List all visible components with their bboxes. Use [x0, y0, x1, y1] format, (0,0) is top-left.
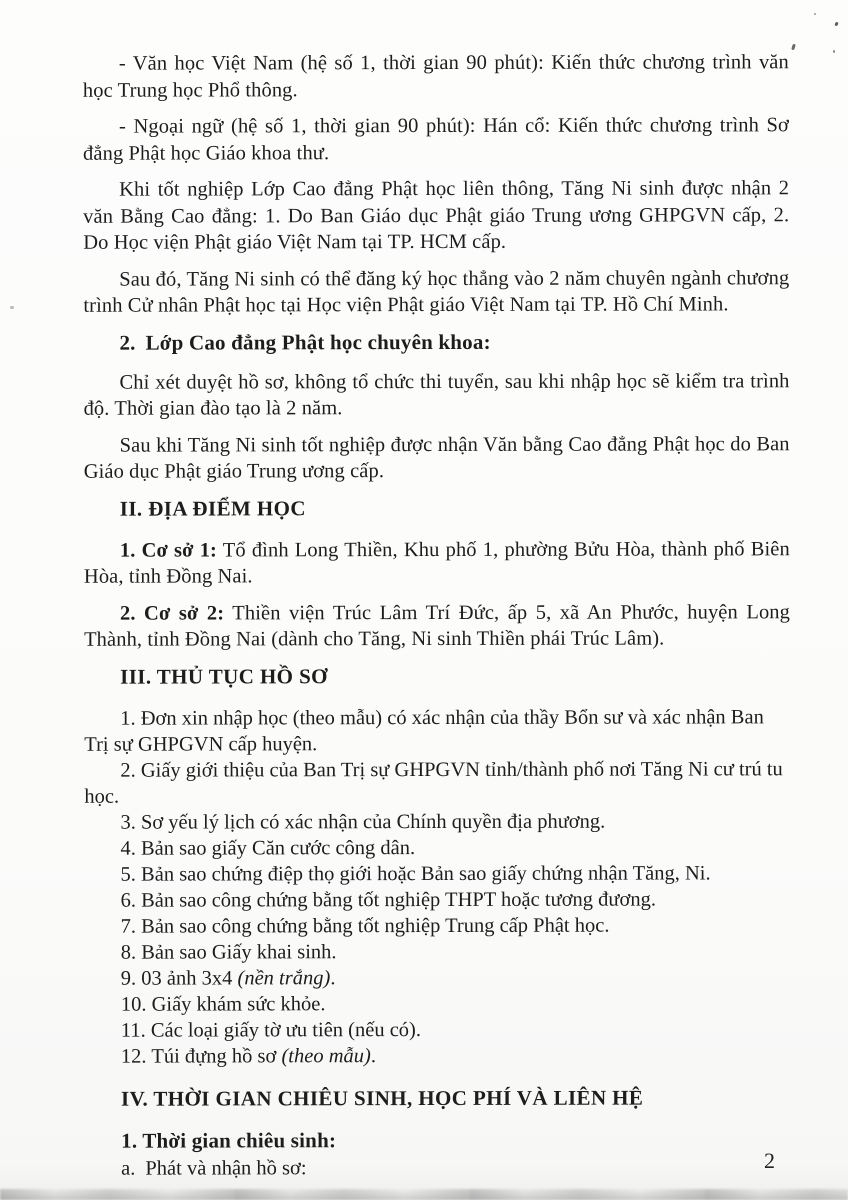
scan-speckle: [834, 22, 838, 27]
page-number: 2: [764, 1148, 775, 1173]
line-phat-nhan-ho-so: [85, 1154, 791, 1182]
item-text: 4. Bản sao giấy Căn cước công dân.: [120, 836, 416, 860]
heading-number: 2.: [119, 330, 136, 355]
dossier-item-11: [85, 1016, 791, 1043]
line-a-label: a.: [121, 1157, 136, 1180]
scan-speckle: [10, 306, 14, 309]
item-text: 11. Các loại giấy tờ ưu tiên (nếu có).: [120, 1018, 422, 1042]
co-so-1-text: Tổ đình Long Thiền, Khu phố 1, phường Bửu Hòa, thành phố Biên Hòa, tỉnh Đồng Nai.: [83, 537, 790, 588]
heading-thu-tuc-ho-so: III. THỦ TỤC HỒ SƠ: [120, 663, 328, 689]
dossier-item-1: [84, 704, 790, 757]
item-text-tail: .: [330, 966, 336, 989]
item-text: 9. 03 ảnh 3x4: [120, 966, 238, 990]
item-text-italic: (nền trắng): [237, 966, 331, 989]
co-so-2-text: Thiền viện Trúc Lâm Trí Đức, ấp 5, xã An Phước, huyện Long Thành, tỉnh Đồng Nai (dành cho Tăng, Ni sinh Thiền phái Trúc Lâm).: [84, 600, 791, 651]
sub-heading-thoi-gian: 1. Thời gian chiêu sinh:: [121, 1127, 337, 1153]
paragraph-xet-duyet: Chỉ xét duyệt hồ sơ, không tổ chức thi tuyển, sau khi nhập học sẽ kiểm tra trình độ. Thời gian đào tạo là 2 năm.: [83, 369, 790, 420]
paragraph-co-so-1: [84, 536, 790, 590]
paragraph-co-so-2: [84, 599, 790, 653]
paragraph-sau-do: Sau đó, Tăng Ni sinh có thể đăng ký học thẳng vào 2 năm chuyên ngành chương trình Cử nhân Phật học tại Học viện Phật giáo Việt Nam tại TP. Hồ Chí Minh.: [83, 266, 790, 317]
scan-speckle: [833, 50, 835, 53]
document-content: [83, 49, 791, 1181]
scan-speckle: [791, 44, 796, 51]
dossier-item-2: [84, 756, 790, 809]
item-text: 5. Bản sao chứng điệp thọ giới hoặc Bản sao giấy chứng nhận Tăng, Ni.: [120, 861, 711, 886]
co-so-1-label: 1. Cơ sở 1:: [119, 538, 217, 562]
paragraph-van-hoc: - Văn học Việt Nam (hệ số 1, thời gian 90 phút): Kiến thức chương trình văn học Trung học Phổ thông.: [82, 51, 789, 102]
item-text: 12. Túi đựng hồ sơ: [120, 1044, 282, 1068]
item-text-tail: .: [370, 1044, 376, 1067]
heading-chuyen-khoa: [83, 328, 789, 356]
dossier-item-8: [85, 938, 791, 965]
heading-text: Lớp Cao đẳng Phật học chuyên khoa:: [145, 329, 491, 355]
dossier-item-3: [84, 808, 790, 835]
paragraph-ngoai-ngu: - Ngoại ngữ (hệ số 1, thời gian 90 phút): Hán cổ: Kiến thức chương trình Sơ đẳng Phật học Giáo khoa thư.: [83, 114, 789, 165]
line-a-text: Phát và nhận hồ sơ:: [145, 1156, 307, 1180]
scan-edge-artifact: [0, 1189, 848, 1200]
item-text: 1. Đơn xin nhập học (theo mẫu) có xác nhận của thầy Bổn sư và xác nhận Ban Trị sự GHPGVN cấp huyện.: [84, 705, 764, 756]
item-text: 10. Giấy khám sức khỏe.: [120, 992, 326, 1016]
item-text: 7. Bản sao công chứng bằng tốt nghiệp Trung cấp Phật học.: [120, 914, 610, 938]
item-text: 6. Bản sao công chứng bằng tốt nghiệp THPT hoặc tương đương.: [120, 888, 656, 912]
dossier-item-9: [85, 964, 791, 991]
heading-dia-diem-hoc: II. ĐỊA ĐIỂM HỌC: [119, 495, 306, 521]
item-text: 8. Bản sao Giấy khai sinh.: [120, 940, 337, 964]
dossier-item-5: [85, 860, 791, 887]
item-text: 3. Sơ yếu lý lịch có xác nhận của Chính quyền địa phương.: [120, 810, 606, 834]
dossier-item-10: [85, 990, 791, 1017]
dossier-item-4: [84, 834, 790, 861]
co-so-2-label: 2. Cơ sở 2:: [119, 601, 225, 625]
paragraph-van-bang: Sau khi Tăng Ni sinh tốt nghiệp được nhận Văn bằng Cao đẳng Phật học do Ban Giáo dục Phật giáo Trung ương cấp.: [83, 432, 790, 483]
item-text: 2. Giấy giới thiệu của Ban Trị sự GHPGVN tỉnh/thành phố nơi Tăng Ni cư trú tu học.: [84, 757, 783, 808]
heading-thoi-gian-chieu-sinh: IV. THỜI GIAN CHIÊU SINH, HỌC PHÍ VÀ LIÊN HỆ: [120, 1085, 644, 1111]
paragraph-tot-nghiep: Khi tốt nghiệp Lớp Cao đẳng Phật học liên thông, Tăng Ni sinh được nhận 2 văn Bằng Cao đẳng: 1. Do Ban Giáo dục Phật giáo Trung ương GHPGVN cấp, 2. Do Học viện Phật giáo Việt Nam tại TP. HCM cấp.: [83, 177, 790, 254]
item-text-italic: (theo mẫu): [281, 1044, 371, 1067]
scan-speckle: [814, 13, 816, 15]
dossier-item-12: [85, 1042, 791, 1069]
dossier-item-7: [85, 912, 791, 939]
dossier-item-6: [85, 886, 791, 913]
